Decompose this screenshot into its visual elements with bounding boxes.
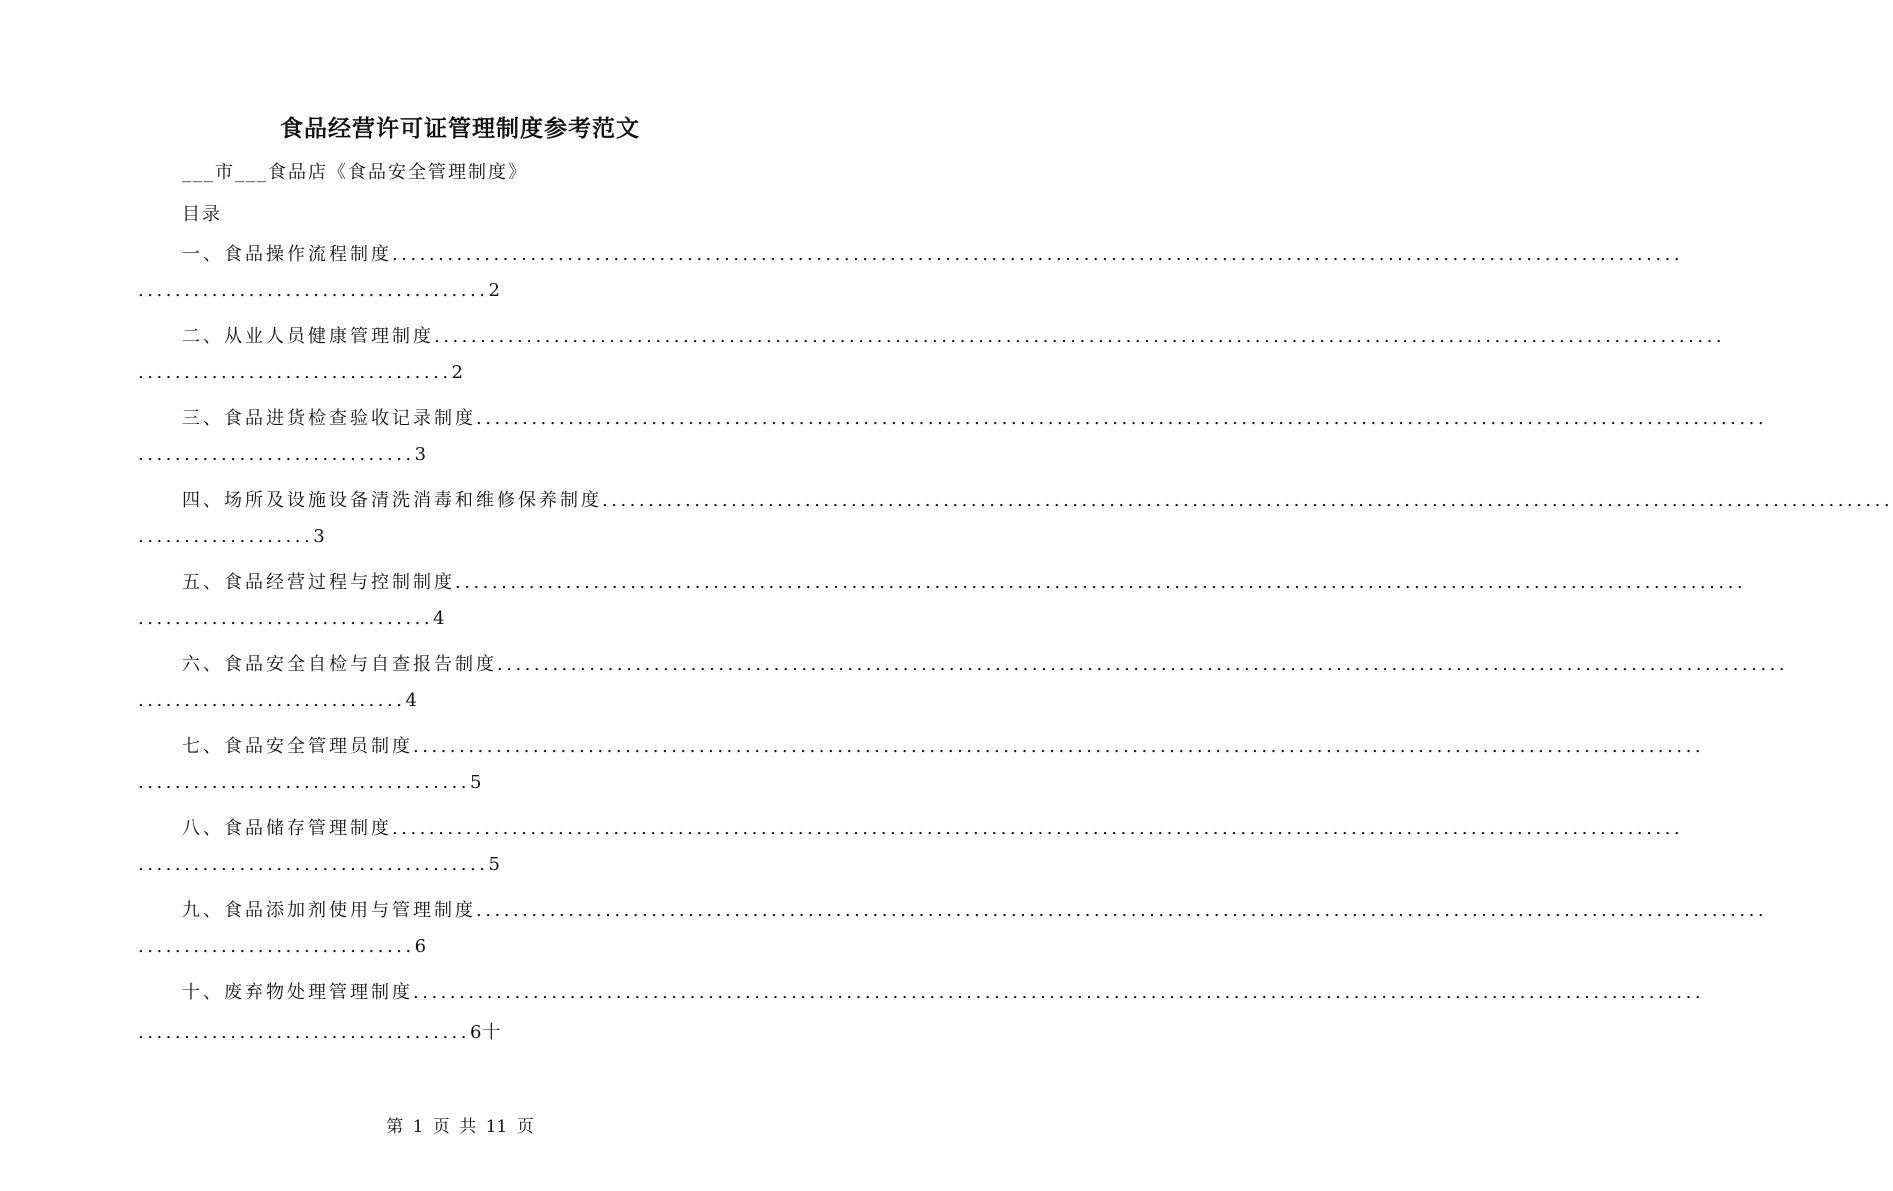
- toc-entry-label: 八、食品储存管理制度: [182, 818, 392, 839]
- toc-entry-page-number: 6十: [469, 1022, 502, 1043]
- toc-entry-label: 五、食品经营过程与控制制度: [182, 572, 455, 593]
- toc-entry-continuation: [138, 280, 778, 306]
- toc-entry[interactable]: [138, 322, 1726, 348]
- toc-entry-page-number: 4: [433, 608, 446, 629]
- toc-entry-page-number: 4: [405, 690, 418, 711]
- toc-entry-page-number: 3: [414, 444, 428, 465]
- dot-leader: ....................................: [138, 1022, 470, 1043]
- dot-leader: ..................................: [138, 362, 452, 383]
- document-title: 食品经营许可证管理制度参考范文: [280, 115, 640, 142]
- dot-leader: ............................................................................................................................................: [392, 244, 1684, 265]
- toc-entry-continuation: [138, 854, 778, 880]
- document-subtitle: ___市___食品店《食品安全管理制度》: [182, 162, 528, 183]
- toc-entry-label: 七、食品安全管理员制度: [182, 736, 413, 757]
- dot-leader: ............................................................................................................................................: [413, 982, 1705, 1003]
- toc-entry-continuation: [138, 362, 778, 388]
- toc-entry-label: 四、场所及设施设备清洗消毒和维修保养制度: [182, 490, 602, 511]
- dot-leader: ............................................................................................................................................: [497, 654, 1789, 675]
- toc-entry[interactable]: [138, 568, 1747, 594]
- dot-leader: ............................................................................................................................................: [434, 326, 1726, 347]
- toc-entry[interactable]: [138, 978, 1705, 1004]
- dot-leader: .............................: [138, 690, 406, 711]
- toc-entry-page-number: 2: [488, 280, 501, 301]
- toc-entry-continuation: [138, 1018, 778, 1044]
- toc-entry-label: 一、食品操作流程制度: [182, 244, 392, 265]
- dot-leader: ............................................................................................................................................: [413, 736, 1705, 757]
- dot-leader: ......................................: [138, 280, 489, 301]
- toc-entry[interactable]: [138, 814, 1684, 840]
- toc-entry[interactable]: [138, 486, 1893, 512]
- toc-entry-continuation: [138, 444, 778, 470]
- dot-leader: ............................................................................................................................................: [476, 408, 1768, 429]
- toc-entry-label: 二、从业人员健康管理制度: [182, 326, 434, 347]
- dot-leader: ............................................................................................................................................: [455, 572, 1747, 593]
- toc-entry[interactable]: [138, 896, 1768, 922]
- toc-entry-continuation: [138, 526, 778, 552]
- toc-entry-continuation: [138, 936, 778, 962]
- toc-entry[interactable]: [138, 650, 1789, 676]
- dot-leader: ..............................: [138, 444, 415, 465]
- toc-entry-continuation: [138, 608, 778, 634]
- toc-entry-label: 六、食品安全自检与自查报告制度: [182, 654, 497, 675]
- dot-leader: ......................................: [138, 854, 489, 875]
- toc-entry-continuation: [138, 772, 778, 798]
- toc-entry-page-number: 3: [313, 526, 326, 547]
- toc-heading: 目录: [182, 204, 222, 225]
- toc-entry-label: 九、食品添加剂使用与管理制度: [182, 900, 476, 921]
- page-footer: 第 1 页 共 11 页: [386, 1117, 534, 1137]
- toc-entry-page-number: 2: [451, 362, 464, 383]
- dot-leader: ............................................................................................................................................: [392, 818, 1684, 839]
- toc-entry[interactable]: [138, 240, 1684, 266]
- toc-entry[interactable]: [138, 732, 1705, 758]
- dot-leader: ...................: [138, 526, 314, 547]
- toc-entry-label: 三、食品进货检查验收记录制度: [182, 408, 476, 429]
- toc-entry-page-number: 6: [414, 936, 428, 957]
- toc-entry-page-number: 5: [469, 772, 483, 793]
- toc-entry[interactable]: [138, 404, 1768, 430]
- toc-entry-page-number: 5: [488, 854, 501, 875]
- dot-leader: ............................................................................................................................................: [602, 490, 1893, 511]
- dot-leader: ....................................: [138, 772, 470, 793]
- dot-leader: ............................................................................................................................................: [476, 900, 1768, 921]
- dot-leader: ................................: [138, 608, 434, 629]
- toc-entry-label: 十、废弃物处理管理制度: [182, 982, 413, 1003]
- dot-leader: ..............................: [138, 936, 415, 957]
- toc-entry-continuation: [138, 690, 778, 716]
